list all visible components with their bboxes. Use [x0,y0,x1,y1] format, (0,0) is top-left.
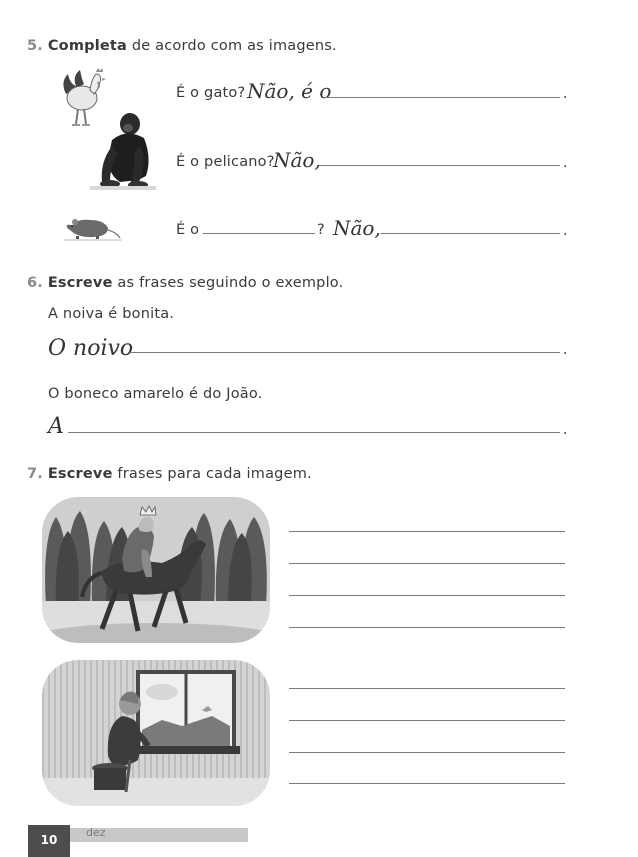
row3-prompt: É o [176,222,200,238]
ex7-line-2[interactable] [289,563,565,564]
exercise-6-heading [27,275,343,291]
ex7-line-6[interactable] [289,720,565,721]
ex7-line-4[interactable] [289,627,565,628]
ex6-sentence-1: A noiva é bonita. [48,306,175,322]
ex7-line-1[interactable] [289,531,565,532]
row3-animal-line[interactable] [203,233,315,234]
ex7-line-3[interactable] [289,595,565,596]
exercise-5-verb: Completa [47,38,128,54]
ex6-answer-line-2[interactable] [68,432,560,433]
ex7-line-8[interactable] [289,783,565,784]
ex6-start-1: O noivo [48,336,134,361]
girl-at-window-illustration [42,660,270,806]
ex7-line-7[interactable] [289,752,565,753]
exercise-6-instruction: as frases seguindo o exemplo. [112,275,344,291]
ex6-sentence-2: O boneco amarelo é do João. [48,386,263,402]
page-word: dez [86,826,106,839]
ex6-answer-line-1[interactable] [130,352,560,353]
row3-question-mark: ? [317,222,325,238]
row3-period: . [563,223,568,239]
ex6-period-1: . [563,342,568,358]
exercise-6-verb: Escreve [47,275,113,291]
king-on-horse-illustration [42,497,270,643]
ex6-start-2: A [48,414,64,439]
exercise-7-heading [27,466,312,482]
ex6-period-2: . [563,422,568,438]
exercise-7-verb: Escreve [47,466,113,482]
exercise-6-number: 6. [27,275,43,291]
page-number: 10 [28,825,70,857]
exercise-5-heading [27,38,337,54]
exercise-5-instruction: de acordo com as imagens. [127,38,337,54]
rat-illustration [64,212,122,242]
exercise-5-number: 5. [27,38,43,54]
exercise-7-instruction: frases para cada imagem. [112,466,312,482]
row2-prompt: É o pelicano? [176,154,275,170]
row3-answer-line[interactable] [381,233,560,234]
row1-prompt: É o gato? [176,85,246,101]
row1-period: . [563,86,568,102]
row3-answer-start: Não, [333,216,381,240]
row1-answer-start: Não, é o [247,79,332,103]
row2-answer-start: Não, [273,148,321,172]
exercise-7-number: 7. [27,466,43,482]
row1-answer-line[interactable] [324,97,560,98]
row2-period: . [563,155,568,171]
row2-answer-line[interactable] [319,165,560,166]
ex7-line-5[interactable] [289,688,565,689]
gorilla-illustration [90,110,156,190]
